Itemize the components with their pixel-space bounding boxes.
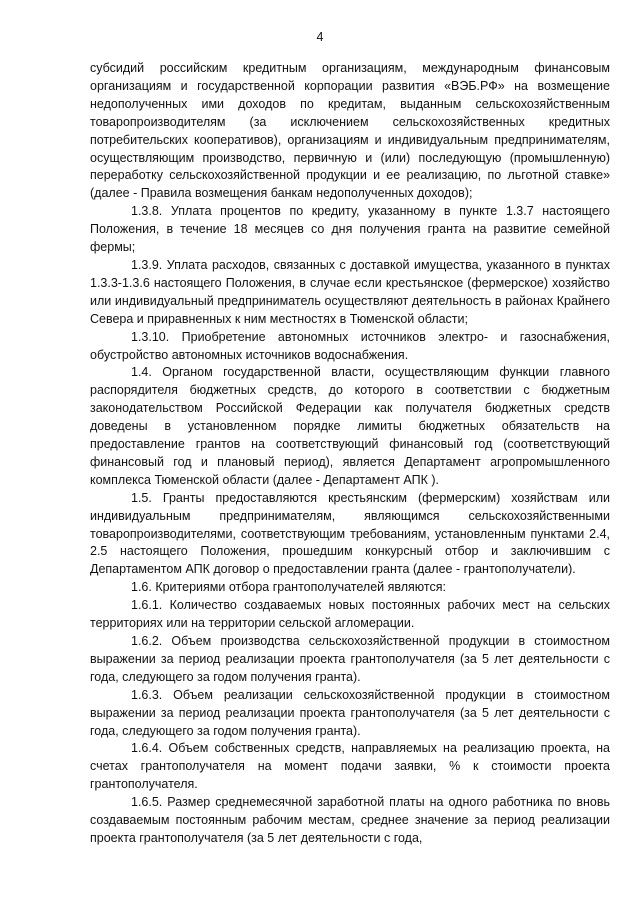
body-text [90, 60, 610, 848]
page-number: 4 [316, 30, 324, 44]
paragraph-1-3-8: 1.3.8. Уплата процентов по кредиту, указанному в пункте 1.3.7 настоящего Положения, в течение 18 месяцев со дня получения гранта на развитие семейной фермы; [90, 204, 610, 255]
paragraph-1-6-3: 1.6.3. Объем реализации сельскохозяйственной продукции в стоимостном выражении за период реализации проекта грантополучателя (за 5 лет деятельности с года, следующего за годом получения гранта). [90, 687, 610, 738]
paragraph-continuation: субсидий российским кредитным организациям, международным финансовым организациям и государственной корпорации развития «ВЭБ.РФ» на возмещение недополученных ими доходов по кредитам, выданным сельскохозяйственным товаропроизводителям (за исключением сельскохозяйственных кредитных потребительских кооперативов), организациям и индивидуальным предпринимателям, осуществляющим производство, первичную и (или) последующую (промышленную) переработку сельскохозяйственной продукции и ее реализацию, по льготной ставке» (далее - Правила возмещения банкам недополученных доходов); [90, 61, 610, 201]
paragraph-1-4: 1.4. Органом государственной власти, осуществляющим функции главного распорядителя бюджетных средств, до которого в соответствии с бюджетным законодательством Российской Федерации как получателя бюджетных средств доведены в установленном порядке лимиты бюджетных обязательств на предоставление грантов на соответствующий финансовый год (соответствующий финансовый год и плановый период), является Департамент агропромышленного комплекса Тюменской области (далее - Департамент АПК ). [90, 365, 610, 487]
paragraph-1-3-10: 1.3.10. Приобретение автономных источников электро- и газоснабжения, обустройство автономных источников водоснабжения. [90, 329, 610, 362]
paragraph-1-6-4: 1.6.4. Объем собственных средств, направляемых на реализацию проекта, на счетах грантополучателя на момент подачи заявки, % к стоимости проекта грантополучателя. [90, 741, 610, 792]
paragraph-1-6-5: 1.6.5. Размер среднемесячной заработной платы на одного работника по вновь создаваемым постоянным рабочим местам, среднее значение за период реализации проекта грантополучателя (за 5 лет деятельности с года, [90, 795, 610, 845]
paragraph-1-6-1: 1.6.1. Количество создаваемых новых постоянных рабочих мест на сельских территориях или на территории сельской агломерации. [90, 598, 610, 631]
paragraph-1-3-9: 1.3.9. Уплата расходов, связанных с доставкой имущества, указанного в пунктах 1.3.3-1.3.6 настоящего Положения, в случае если крестьянское (фермерское) хозяйство или индивидуальный предприниматель осуществляют деятельность в районах Крайнего Севера и приравненных к ним местностях в Тюменской области; [90, 257, 610, 326]
paragraph-1-5: 1.5. Гранты предоставляются крестьянским (фермерским) хозяйствам или индивидуальным предпринимателям, являющимся сельскохозяйственными товаропроизводителями, соответствующим требованиям, установленным пунктами 2.4, 2.5 настоящего Положения, прошедшим конкурсный отбор и заключившим с Департаментом АПК договор о предоставлении гранта (далее - грантополучатели). [90, 490, 610, 577]
paragraph-1-6-2: 1.6.2. Объем производства сельскохозяйственной продукции в стоимостном выражении за период реализации проекта грантополучателя (за 5 лет деятельности с года, следующего за годом получения гранта). [90, 634, 610, 684]
paragraph-1-6: 1.6. Критериями отбора грантополучателей являются: [131, 580, 446, 595]
